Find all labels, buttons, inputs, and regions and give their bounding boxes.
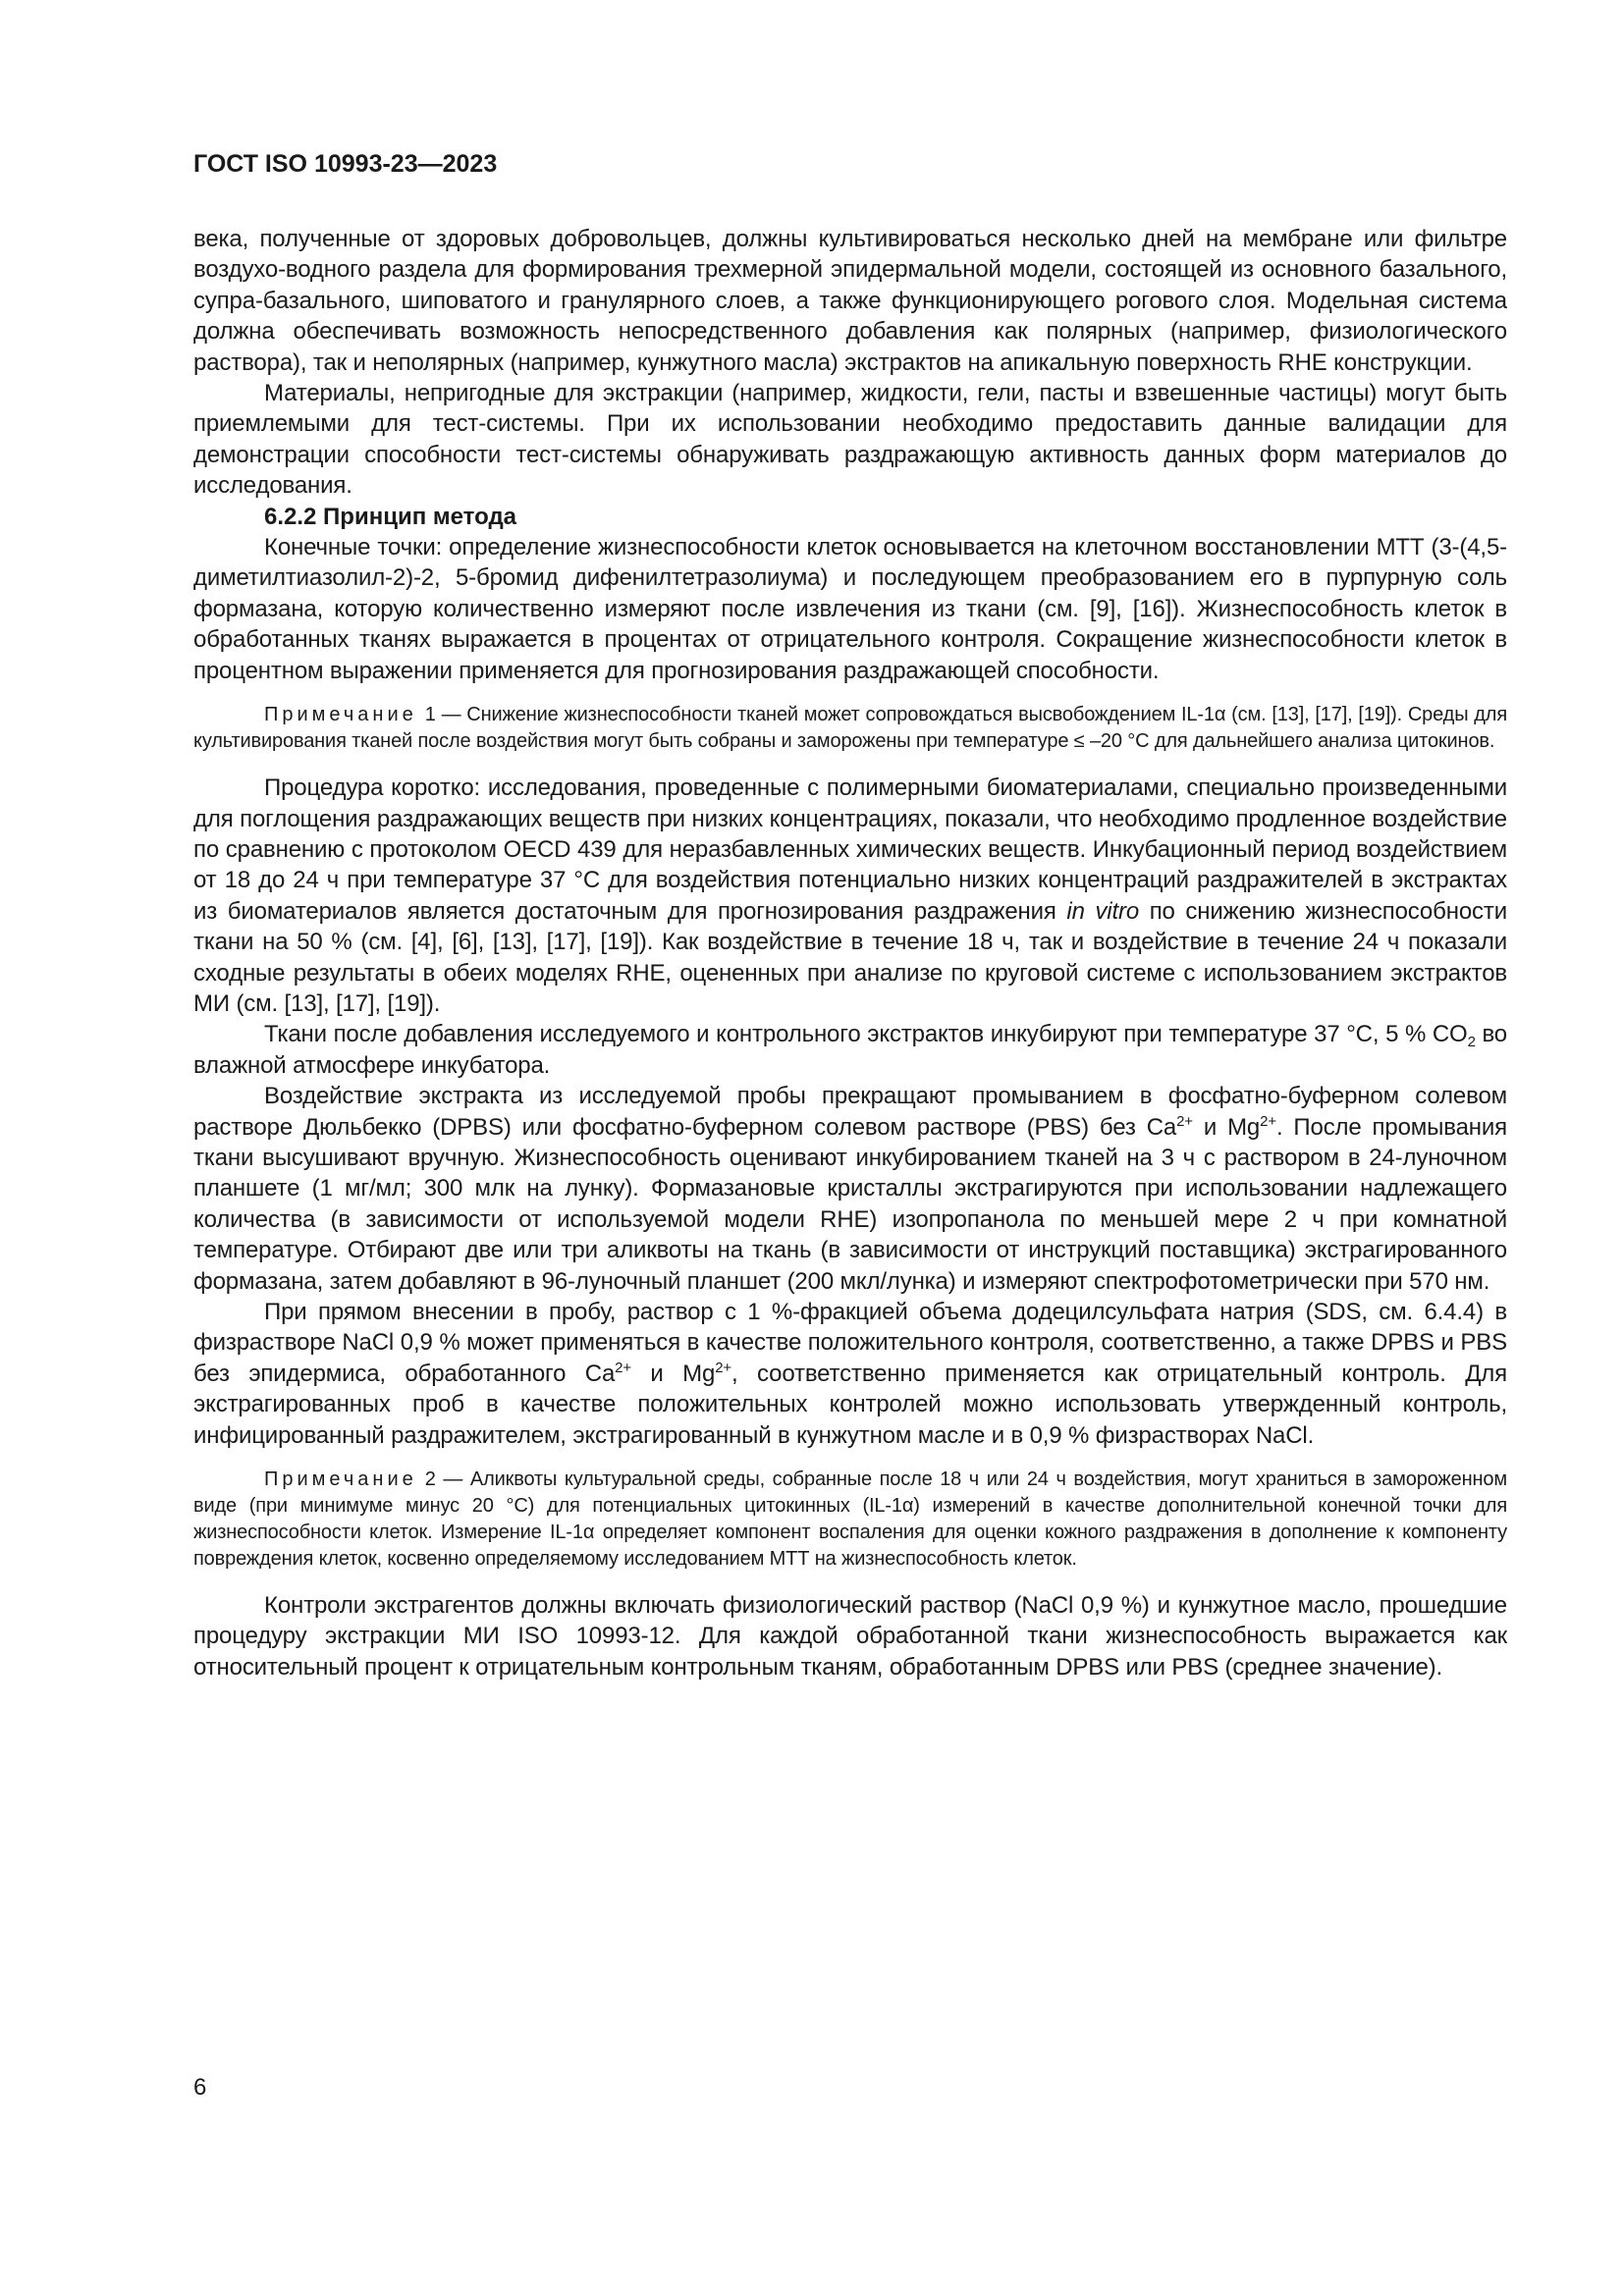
- paragraph-direct-application: [193, 1297, 1507, 1451]
- paragraph-extractant-controls: Контроли экстрагентов должны включать физиологический раствор (NaCl 0,9 %) и кунжутное масло, прошедшие процедуру экстракции МИ ISO 10993-12. Для каждой обработанной ткани жизнеспособность выражается как относительный процент к отрицательным контрольным тканям, обработанным DPBS или PBS (среднее значение).: [193, 1592, 1507, 1681]
- document-body: [193, 224, 1507, 1682]
- paragraph-rhe-model: века, полученные от здоровых добровольцев, должны культивироваться несколько дней на мембране или фильтре воздухо-водного раздела для формирования трехмерной эпидермальной модели, состоящей из основного базального, супра-базального, шиповатого и гранулярного слоев, а также функционирующего рогового слоя. Модельная система должна обеспечивать возможность непосредственного добавления как полярных (например, физиологического раствора), так и неполярных (например, кунжутного масла) экстрактов на апикальную поверхность RHE конструкции.: [193, 226, 1507, 376]
- ca-superscript: 2+: [1176, 1112, 1193, 1130]
- in-vitro-italic: in vitro: [1066, 897, 1140, 925]
- co2-subscript: 2: [1467, 1034, 1476, 1051]
- document-header: ГОСТ ISO 10993-23—2023: [193, 150, 498, 178]
- mg-superscript: 2+: [1260, 1112, 1276, 1130]
- paragraph-exposure-text-2: и Mg: [1192, 1113, 1261, 1141]
- note-2: [193, 1467, 1507, 1573]
- paragraph-exposure-termination: [193, 1081, 1507, 1297]
- note-1-number: 1: [424, 704, 436, 726]
- note-1-text: — Снижение жизнеспособности тканей может сопровождаться высвобождением IL-1α (см. [13], [17], [19]). Среды для культивирования тканей после воздействия могут быть собраны и заморожены при температуре ≤ –20 °С для дальнейшего анализа цитокинов.: [193, 704, 1507, 753]
- page-number: 6: [193, 2074, 207, 2101]
- paragraph-direct-text-1: При прямом внесении в пробу, раствор с 1 %-фракцией объема додецилсульфата натрия (SDS, см. 6.4.4) в физрастворе NaCl 0,9 % может применяться в качестве положительного контроля, соответственно, а также DPBS и PBS без эпидермиса, обработанного Ca: [193, 1299, 1507, 1387]
- paragraph-incubation-text-2: во влажной атмосфере инкубатора.: [193, 1021, 1507, 1079]
- note-2-label: Примечание: [264, 1468, 417, 1491]
- mg-superscript: 2+: [715, 1359, 732, 1376]
- paragraph-unsuitable-materials: Материалы, непригодные для экстракции (например, жидкости, гели, пасты и взвешенные частицы) могут быть приемлемыми для тест-системы. При их использовании необходимо предоставить данные валидации для демонстрации способности тест-системы обнаруживать раздражающую активность данных форм материалов до исследования.: [193, 380, 1507, 500]
- note-1: [193, 702, 1507, 755]
- paragraph-exposure-text-3: . После промывания ткани высушивают вручную. Жизнеспособность оценивают инкубированием тканей на 3 ч с раствором в 24-луночном планшете (1 мг/мл; 300 млк на лунку). Формазановые кристаллы экстрагируются при использовании надлежащего количества (в зависимости от используемой модели RHE) изопропанола по меньшей мере 2 ч при комнатной температуре. Отбирают две или три аликвоты на ткань (в зависимости от инструкций поставщика) экстрагированного формазана, затем добавляют в 96-луночный планшет (200 мкл/лунка) и измеряют спектрофотометрически при 570 нм.: [193, 1113, 1507, 1295]
- note-2-number: 2: [424, 1468, 436, 1491]
- paragraph-endpoints: Конечные точки: определение жизнеспособности клеток основывается на клеточном восстановлении МТТ (3-(4,5-диметилтиазолил-2)-2, 5-бромид дифенилтетразолиума) и последующем преобразованием его в пурпурную соль формазана, которую количественно измеряют после извлечения из ткани (см. [9], [16]). Жизнеспособность клеток в обработанных тканях выражается в процентах от отрицательного контроля. Сокращение жизнеспособности клеток в процентном выражении применяется для прогнозирования раздражающей способности.: [193, 534, 1507, 684]
- paragraph-procedure: [193, 773, 1507, 1019]
- note-2-text: — Аликвоты культуральной среды, собранные после 18 ч или 24 ч воздействия, могут храниться в замороженном виде (при минимуме минус 20 °С) для потенциальных цитокинных (IL-1α) измерений в качестве дополнительной конечной точки для жизнеспособности клеток. Измерение IL-1α определяет компонент воспаления для оценки кожного раздражения в дополнение к компоненту повреждения клеток, косвенно определяемому исследованием МТТ на жизнеспособность клеток.: [193, 1468, 1507, 1571]
- section-heading-6-2-2: 6.2.2 Принцип метода: [264, 503, 517, 530]
- paragraph-direct-text-3: , соответственно применяется как отрицательный контроль. Для экстрагированных проб в качестве положительных контролей можно использовать утвержденный контроль, инфицированный раздражителем, экстрагированный в кунжутном масле и в 0,9 % физрастворах NaCl.: [193, 1360, 1507, 1449]
- paragraph-incubation: [193, 1019, 1507, 1081]
- paragraph-incubation-text-1: Ткани после добавления исследуемого и контрольного экстрактов инкубируют при температуре 37 °С, 5 % CO: [264, 1021, 1468, 1048]
- ca-superscript: 2+: [615, 1359, 631, 1376]
- paragraph-exposure-text-1: Воздействие экстракта из исследуемой пробы прекращают промыванием в фосфатно-буферном солевом растворе Дюльбекко (DPBS) или фосфатно-буферном солевом растворе (PBS) без Ca: [193, 1083, 1507, 1141]
- paragraph-procedure-text-1: Процедура коротко: исследования, проведенные с полимерными биоматериалами, специально произведенными для поглощения раздражающих веществ при низких концентрациях, показали, что необходимо продленное воздействие по сравнению с протоколом OECD 439 для неразбавленных химических веществ. Инкубационный период воздействием от 18 до 24 ч при температуре 37 °С для воздействия потенциально низких концентраций раздражителей в экстрактах из биоматериалов является достаточным для прогнозирования раздражения: [193, 774, 1507, 925]
- paragraph-direct-text-2: и Mg: [630, 1360, 716, 1387]
- note-1-label: Примечание: [264, 704, 417, 726]
- paragraph-procedure-text-2: по снижению жизнеспособности ткани на 50 % (см. [4], [6], [13], [17], [19]). Как воздействие в течение 18 ч, так и воздействие в течение 24 ч показали сходные результаты в обеих моделях RHE, оцененных при анализе по круговой системе с использованием экстрактов МИ (см. [13], [17], [19]).: [193, 897, 1507, 1017]
